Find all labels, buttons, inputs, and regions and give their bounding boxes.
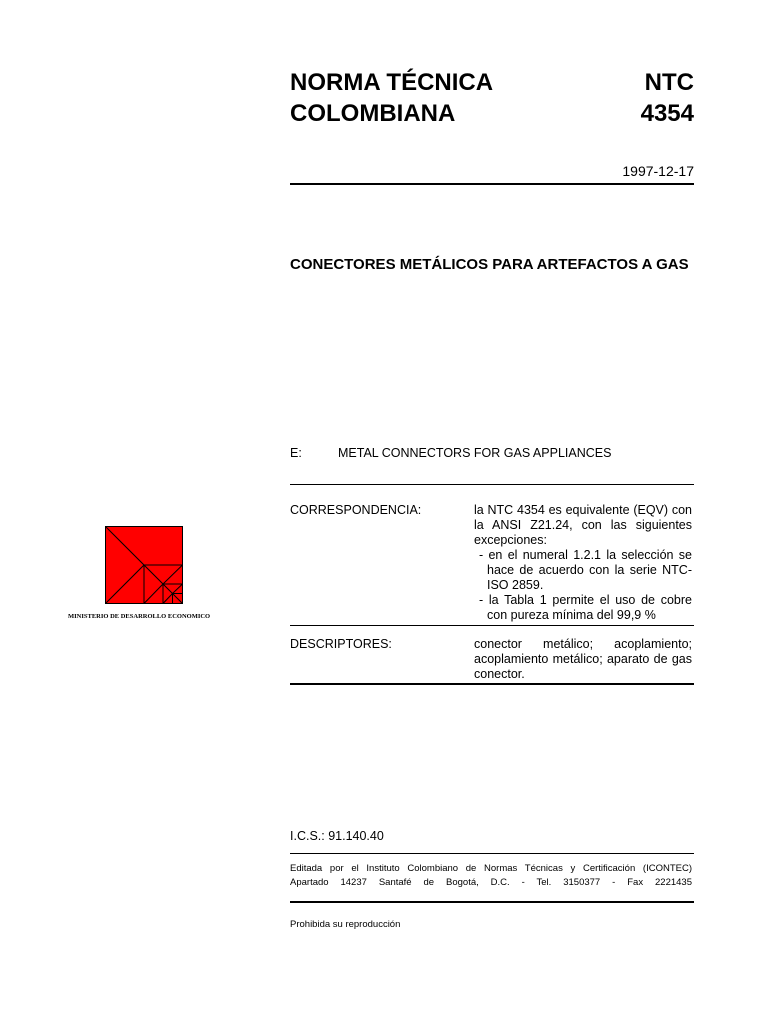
correspondence-text bbox=[474, 503, 692, 623]
correspondence-intro: la NTC 4354 es equivalente (EQV) con la ANSI Z21.24, con las siguientes excepciones: bbox=[474, 503, 692, 547]
publisher-divider bbox=[290, 901, 694, 903]
descriptors-divider bbox=[290, 683, 694, 685]
publisher-line-2: Apartado 14237 Santafé de Bogotá, D.C. - Tel. 3150377 - Fax 2221435 bbox=[290, 877, 692, 888]
publisher-info bbox=[290, 862, 692, 890]
publication-date: 1997-12-17 bbox=[622, 163, 694, 179]
correspondence-exception-1: - en el numeral 1.2.1 la selección se hace de acuerdo con la serie NTC-ISO 2859. bbox=[479, 548, 692, 592]
ministry-caption: MINISTERIO DE DESARROLLO ECONOMICO bbox=[68, 613, 211, 620]
ministry-logo bbox=[105, 526, 183, 604]
correspondence-label: CORRESPONDENCIA: bbox=[290, 503, 422, 517]
reproduction-notice: Prohibida su reproducción bbox=[290, 919, 401, 930]
ics-divider bbox=[290, 853, 694, 854]
publisher-line-1: Editada por el Instituto Colombiano de Normas Técnicas y Certificación (ICONTEC) bbox=[290, 863, 692, 874]
ntc-number: 4354 bbox=[640, 100, 694, 127]
nested-squares-logo-icon bbox=[105, 526, 183, 604]
descriptors-label: DESCRIPTORES: bbox=[290, 637, 392, 651]
correspondence-exception-2: - la Tabla 1 permite el uso de cobre con pureza mínima del 99,9 % bbox=[479, 593, 692, 622]
descriptors-text: conector metálico; acoplamiento; acoplamiento metálico; aparato de gas conector. bbox=[474, 637, 692, 681]
english-prefix: E: bbox=[290, 446, 302, 460]
ics-code: I.C.S.: 91.140.40 bbox=[290, 829, 384, 843]
norma-title-line2: COLOMBIANA bbox=[290, 100, 456, 127]
ntc-label: NTC bbox=[644, 69, 694, 96]
document-title: CONECTORES METÁLICOS PARA ARTEFACTOS A GAS bbox=[290, 256, 689, 273]
norma-title-line1: NORMA TÉCNICA bbox=[290, 69, 494, 96]
english-divider bbox=[290, 484, 694, 485]
header-divider bbox=[290, 183, 694, 185]
english-title: METAL CONNECTORS FOR GAS APPLIANCES bbox=[338, 446, 612, 460]
correspondence-divider bbox=[290, 625, 694, 626]
